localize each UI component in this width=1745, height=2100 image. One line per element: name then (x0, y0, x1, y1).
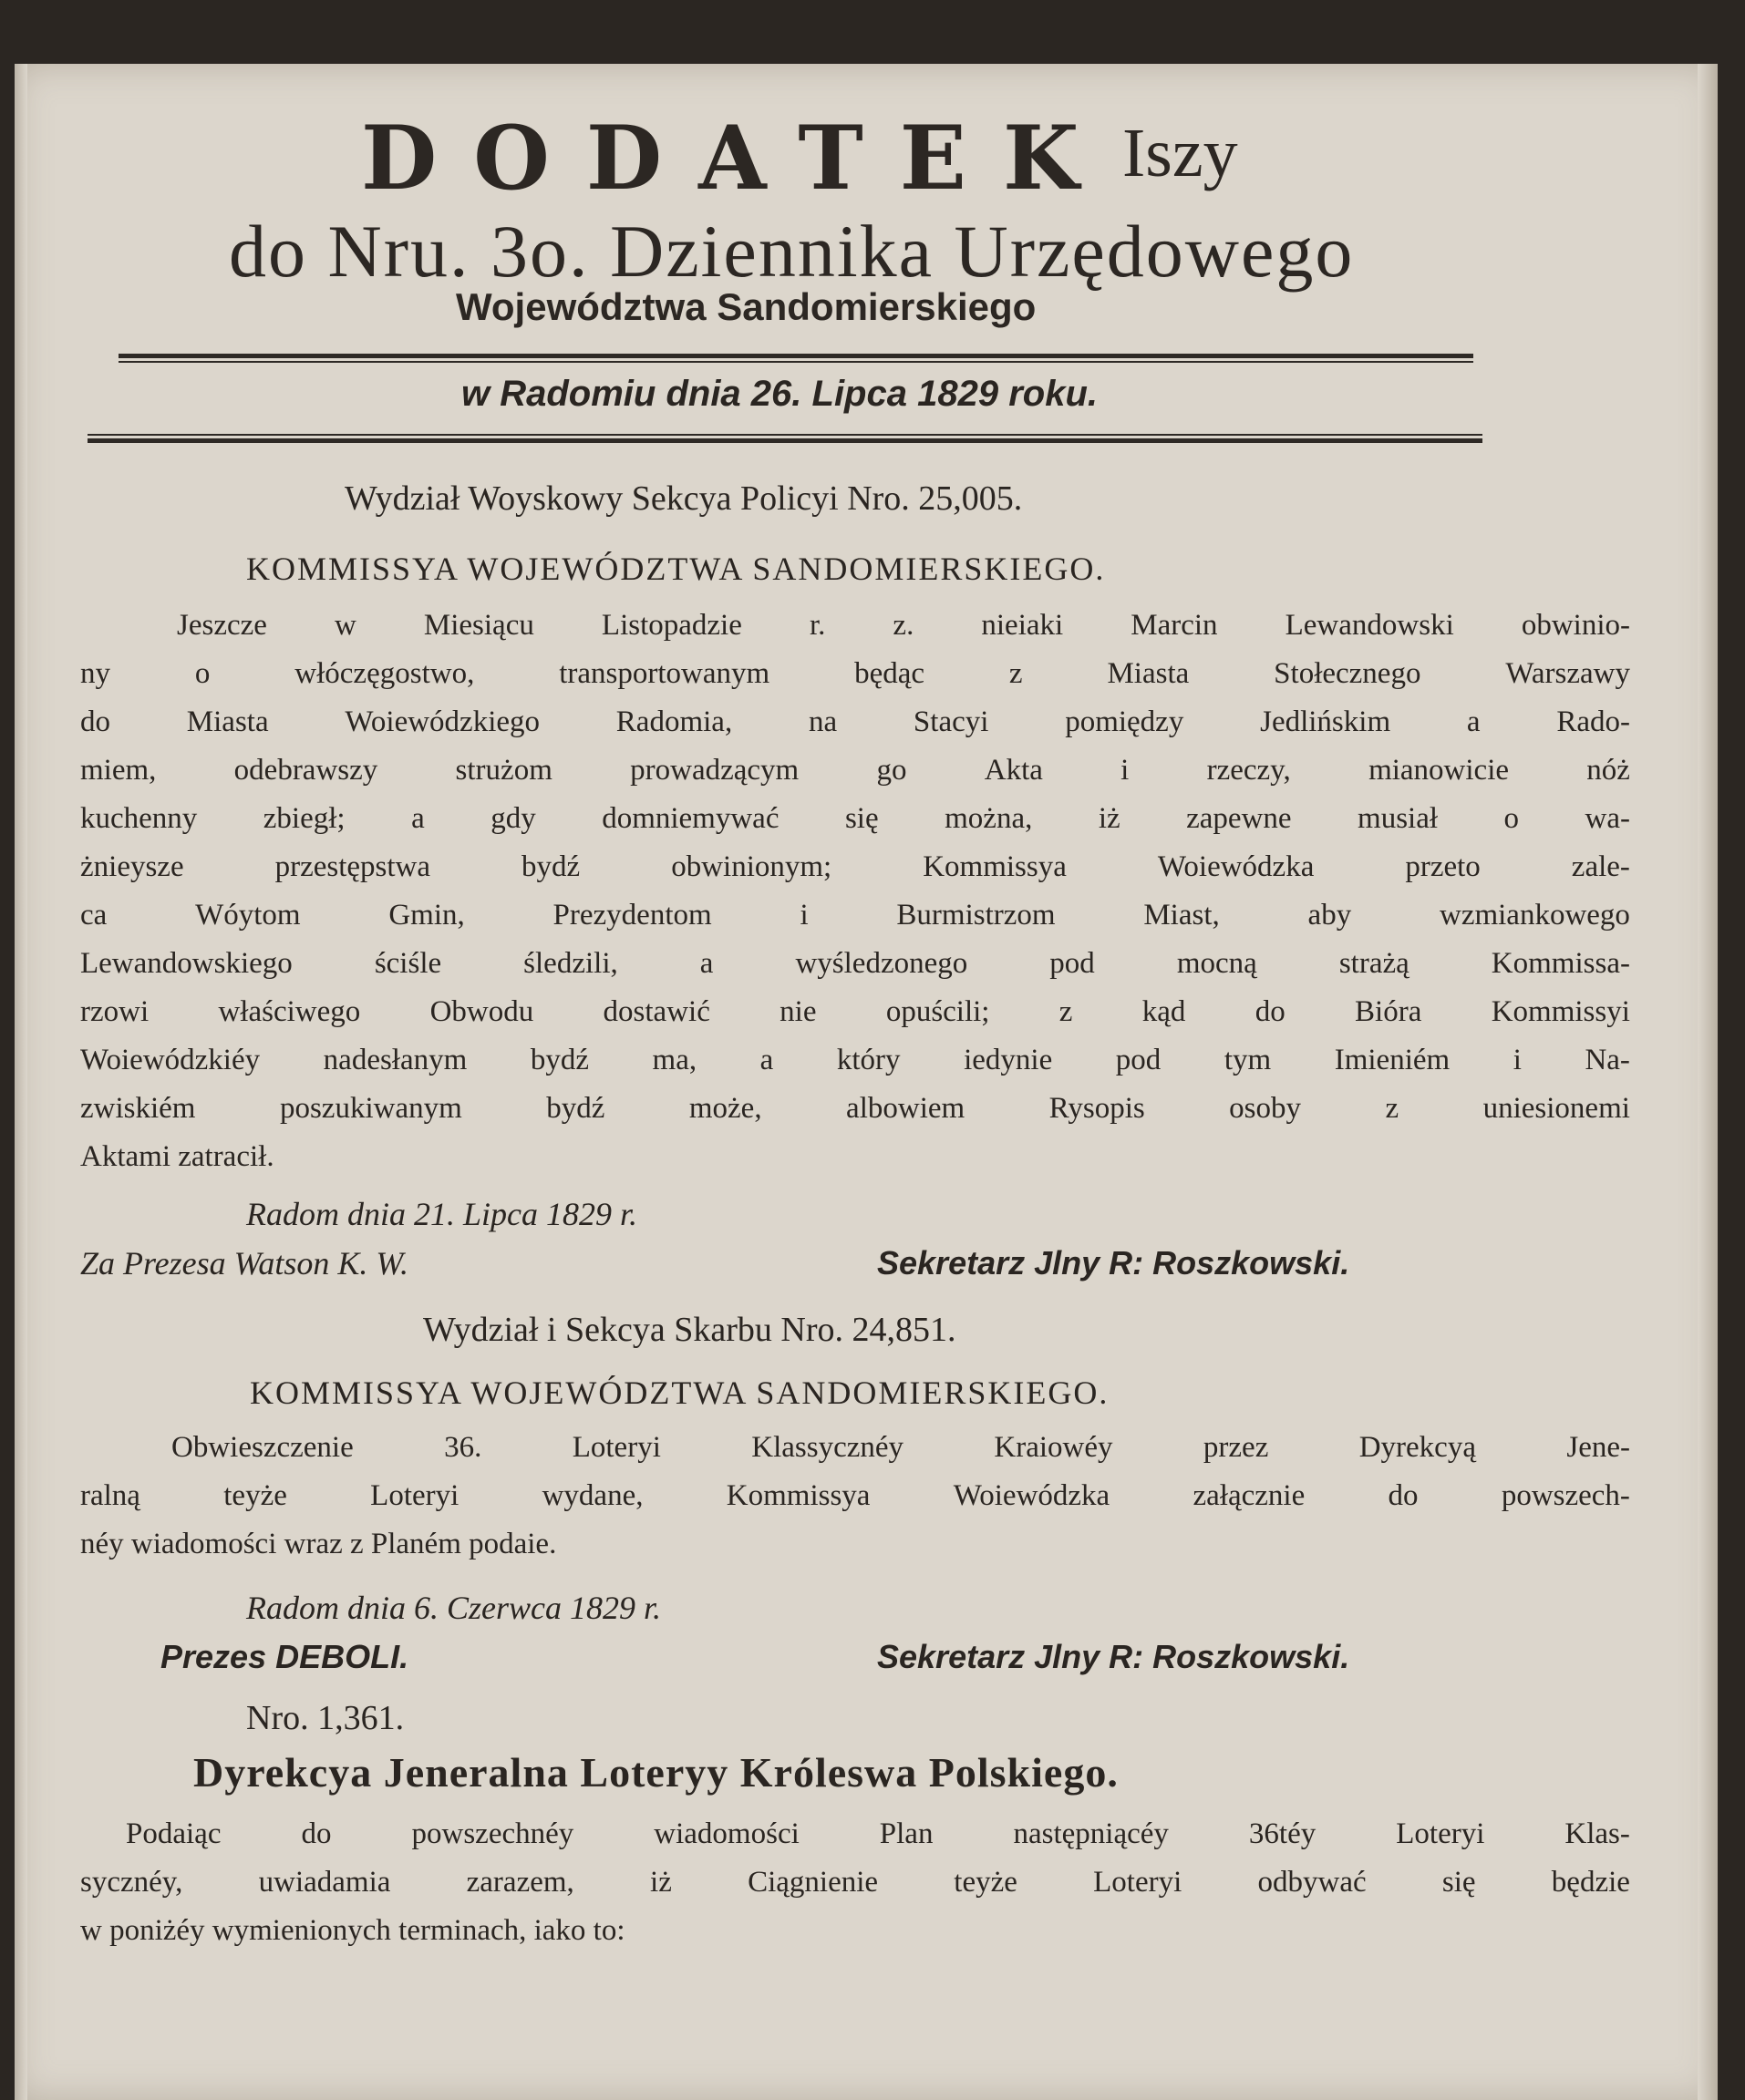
word: przeto (1405, 850, 1481, 883)
word: żnieysze (80, 850, 184, 883)
section3-number: Nro. 1,361. (246, 1699, 405, 1737)
word: Loteryi (370, 1479, 459, 1512)
word: rzowi (80, 995, 150, 1028)
section2-signature-left: Prezes DEBOLI. (160, 1638, 409, 1675)
word: nadesłanym (323, 1044, 468, 1076)
word: Plan (879, 1817, 934, 1850)
word: tym (1224, 1044, 1272, 1076)
word: może, (688, 1092, 762, 1125)
word: obwinio- (1521, 609, 1630, 642)
word: dostawić (603, 995, 710, 1028)
section3-line (80, 1817, 1630, 1866)
word: Imieniém (1334, 1044, 1451, 1076)
word: Kraiowéy (994, 1431, 1113, 1464)
section1-line (80, 1044, 1630, 1092)
page-edge-right (1698, 64, 1718, 2100)
word: mocną (1176, 947, 1257, 980)
section1-signature-right: Sekretarz Jlny R: Roszkowski. (877, 1244, 1350, 1282)
section2-line (80, 1479, 1630, 1528)
word: Obwieszczenie (171, 1431, 354, 1464)
section1-body (80, 609, 1630, 1189)
word: Kommissya (726, 1479, 871, 1512)
word: go (876, 754, 907, 787)
word: strużom (455, 754, 552, 787)
word: Jene- (1566, 1431, 1630, 1464)
section2-line: néy wiadomości wraz z Planém podaie. (80, 1528, 557, 1560)
word: 36. (444, 1431, 482, 1464)
word: Obwodu (429, 995, 534, 1028)
section1-line (80, 1092, 1630, 1140)
word: Podaiąc (126, 1817, 222, 1850)
word: bydź (546, 1092, 605, 1125)
word: Rado- (1556, 705, 1630, 738)
word: powszechnéy (411, 1817, 574, 1850)
section2-place-date: Radom dnia 6. Czerwca 1829 r. (246, 1590, 662, 1626)
word: na (808, 705, 838, 738)
word: r. (809, 609, 826, 642)
word: pod (1049, 947, 1095, 980)
word: do (1388, 1479, 1419, 1512)
word: Dyrekcyą (1358, 1431, 1476, 1464)
word: prowadzącym (630, 754, 800, 787)
word: Lewandowskiego (80, 947, 293, 980)
word: iż (650, 1866, 672, 1899)
masthead-rule-bottom-thin (88, 434, 1482, 436)
word: teyże (223, 1479, 287, 1512)
word: Jeszcze (177, 609, 267, 642)
word: Klassycznéy (751, 1431, 904, 1464)
section2-body (80, 1431, 1630, 1576)
word: do (301, 1817, 332, 1850)
word: zale- (1571, 850, 1630, 883)
word: zapewne (1186, 802, 1292, 835)
word: Kommissa- (1491, 947, 1630, 980)
word: się (1441, 1866, 1476, 1899)
word: odbywać (1257, 1866, 1367, 1899)
word: Woiewódzkiéy (80, 1044, 261, 1076)
section1-line (80, 705, 1630, 754)
word: Na- (1585, 1044, 1630, 1076)
word: Ciągnienie (748, 1866, 879, 1899)
word: a (411, 802, 425, 835)
section1-line (80, 609, 1630, 657)
section2-authority: KOMMISSYA WOJEWÓDZTWA SANDOMIERSKIEGO. (250, 1374, 1110, 1411)
word: a (759, 1044, 774, 1076)
word: rzeczy, (1206, 754, 1291, 787)
word: obwinionym; (671, 850, 832, 883)
masthead-title: DODATEK (361, 107, 1116, 210)
section1-line (80, 947, 1630, 995)
word: zarazem, (466, 1866, 574, 1899)
masthead-subtitle: do Nru. 3o. Dziennika Urzędowego (229, 210, 1355, 293)
word: pod (1115, 1044, 1162, 1076)
section1-place-date: Radom dnia 21. Lipca 1829 r. (246, 1196, 638, 1232)
word: Kommissyi (1491, 995, 1630, 1028)
word: z (1058, 995, 1073, 1028)
word: nie (780, 995, 817, 1028)
word: zbiegł; (263, 802, 346, 835)
word: Akta (984, 754, 1043, 787)
section1-signature-left: Za Prezesa Watson K. W. (80, 1245, 409, 1282)
word: nóż (1586, 754, 1630, 787)
word: Loteryi (1093, 1866, 1182, 1899)
word: Woiewódzkiego (345, 705, 541, 738)
word: Kommissya (923, 850, 1067, 883)
word: załącznie (1193, 1479, 1306, 1512)
word: iedynie (964, 1044, 1053, 1076)
word: gdy (490, 802, 536, 835)
section3-body (80, 1817, 1630, 1962)
word: Burmistrzom (896, 899, 1056, 932)
section2-line (80, 1431, 1630, 1479)
masthead-rule-top (119, 354, 1473, 358)
word: wa- (1585, 802, 1630, 835)
word: Rysopis (1048, 1092, 1145, 1125)
word: uwiadamia (258, 1866, 391, 1899)
word: w (334, 609, 356, 642)
section1-line: Aktami zatracił. (80, 1140, 274, 1173)
section1-line (80, 850, 1630, 899)
word: z (1008, 657, 1023, 690)
word: Listopadzie (601, 609, 742, 642)
section1-authority: KOMMISSYA WOJEWÓDZTWA SANDOMIERSKIEGO. (246, 551, 1106, 587)
word: Klas- (1564, 1817, 1630, 1850)
word: zwiskiém (80, 1092, 196, 1125)
word: ściśle (374, 947, 442, 980)
word: iż (1098, 802, 1120, 835)
word: Gmin, (388, 899, 465, 932)
word: Miast, (1143, 899, 1220, 932)
word: Lewandowski (1285, 609, 1454, 642)
word: Jedlińskim (1260, 705, 1391, 738)
word: transportowanym (559, 657, 770, 690)
section1-line (80, 995, 1630, 1044)
dateline: w Radomiu dnia 26. Lipca 1829 roku. (461, 374, 1098, 414)
word: śledzili, (523, 947, 618, 980)
word: albowiem (846, 1092, 965, 1125)
word: Miasta (186, 705, 269, 738)
word: nieiaki (981, 609, 1064, 642)
word: właściwego (218, 995, 361, 1028)
word: Bióra (1355, 995, 1422, 1028)
word: kuchenny (80, 802, 198, 835)
word: mianowicie (1368, 754, 1510, 787)
word: opuścili; (885, 995, 990, 1028)
word: i (1120, 754, 1130, 787)
word: powszech- (1501, 1479, 1630, 1512)
word: ny (80, 657, 110, 690)
word: Woiewódzka (953, 1479, 1110, 1512)
word: ralną (80, 1479, 140, 1512)
word: kąd (1141, 995, 1186, 1028)
masthead-rule-top-thin (119, 361, 1473, 363)
word: miem, (80, 754, 157, 787)
word: a (699, 947, 714, 980)
word: bydź (530, 1044, 589, 1076)
word: teyże (954, 1866, 1017, 1899)
word: musiał (1358, 802, 1439, 835)
word: się (844, 802, 879, 835)
section3-line (80, 1866, 1630, 1914)
word: z. (893, 609, 914, 642)
word: następniącéy (1013, 1817, 1169, 1850)
section1-line (80, 899, 1630, 947)
masthead-rule-bottom (88, 438, 1482, 443)
word: uniesionemi (1482, 1092, 1630, 1125)
word: ca (80, 899, 108, 932)
word: wyśledzonego (795, 947, 968, 980)
masthead-region: Województwa Sandomierskiego (456, 285, 1037, 328)
word: ma, (652, 1044, 697, 1076)
word: domniemywać (602, 802, 780, 835)
section3-line: w poniżéy wymienionych terminach, iako to: (80, 1914, 625, 1947)
word: Miesiącu (423, 609, 534, 642)
word: poszukiwanym (279, 1092, 462, 1125)
word: o (194, 657, 211, 690)
word: i (800, 899, 809, 932)
word: można, (945, 802, 1033, 835)
document-page (15, 64, 1718, 2100)
word: przestępstwa (274, 850, 431, 883)
page-edge-left (15, 64, 27, 2100)
word: Woiewódzka (1157, 850, 1315, 883)
word: będzie (1551, 1866, 1630, 1899)
word: aby (1307, 899, 1352, 932)
word: bydź (521, 850, 581, 883)
word: wiadomości (654, 1817, 800, 1850)
word: pomiędzy (1065, 705, 1184, 738)
word: Warszawy (1505, 657, 1630, 690)
word: a (1466, 705, 1481, 738)
word: który (836, 1044, 901, 1076)
word: Loteryi (1396, 1817, 1485, 1850)
word: i (1513, 1044, 1522, 1076)
word: do (80, 705, 110, 738)
section1-line (80, 754, 1630, 802)
word: odebrawszy (233, 754, 378, 787)
word: strażą (1338, 947, 1409, 980)
word: z (1385, 1092, 1399, 1125)
word: Loteryi (572, 1431, 661, 1464)
section3-authority: Dyrekcya Jeneralna Loteryy Króleswa Polskiego. (193, 1749, 1119, 1796)
word: sycznéy, (80, 1866, 183, 1899)
word: włóczęgostwo, (294, 657, 475, 690)
masthead-title-suffix: Iszy (1122, 115, 1238, 191)
section2-department: Wydział i Sekcya Skarbu Nro. 24,851. (423, 1311, 956, 1349)
word: Stacyi (913, 705, 989, 738)
word: wzmiankowego (1439, 899, 1630, 932)
section2-signature-right: Sekretarz Jlny R: Roszkowski. (877, 1638, 1350, 1675)
section1-department: Wydział Woyskowy Sekcya Policyi Nro. 25,005. (345, 479, 1023, 518)
word: Miasta (1107, 657, 1190, 690)
word: Wóytom (195, 899, 301, 932)
word: wydane, (542, 1479, 644, 1512)
word: 36téy (1248, 1817, 1316, 1850)
word: o (1503, 802, 1520, 835)
word: Marcin (1131, 609, 1218, 642)
section1-line (80, 802, 1630, 850)
word: Radomia, (615, 705, 733, 738)
word: przez (1203, 1431, 1269, 1464)
section1-line (80, 657, 1630, 705)
word: będąc (854, 657, 925, 690)
word: Prezydentom (552, 899, 712, 932)
word: Stołecznego (1274, 657, 1421, 690)
word: do (1255, 995, 1286, 1028)
word: osoby (1229, 1092, 1302, 1125)
